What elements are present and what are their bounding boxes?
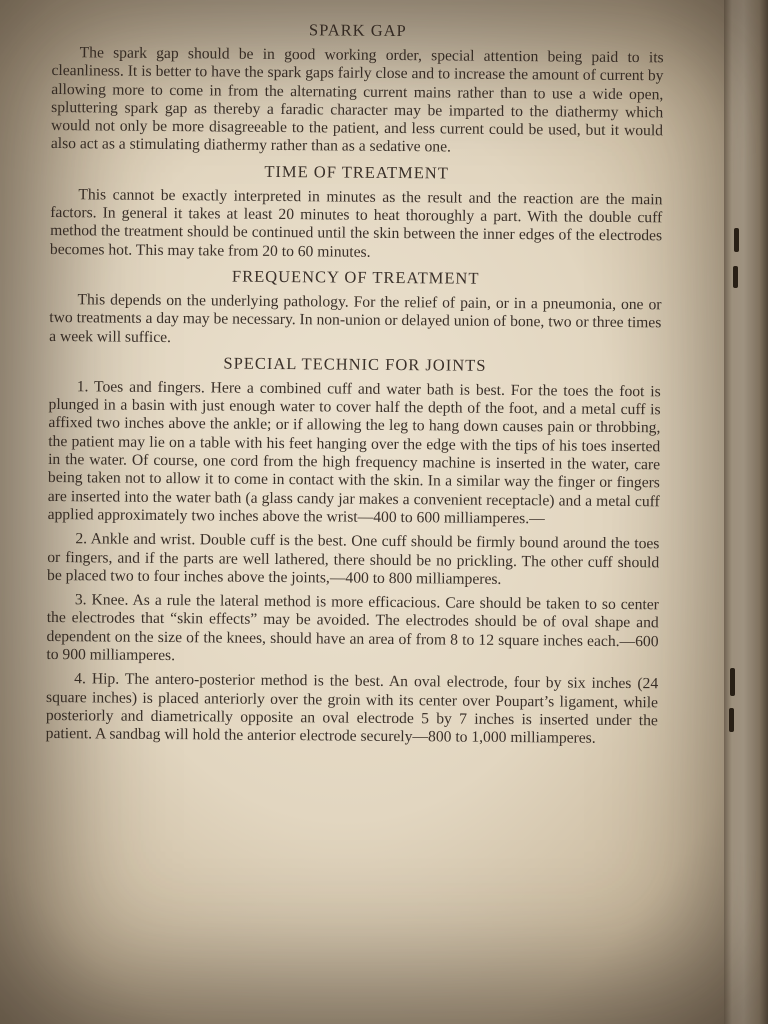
paragraph-hip: 4. Hip. The antero-posterior method is the best. An oval electrode, four by six inches (24 square inches) is placed anteriorly over the groin with its center over Poupart’s ligament, while posteriorly and diametrically opposite an oval electrode 5 by 7 inches is inserted under the patient. A sandbag will hold the anterior electrode securely—800 to 1,000 milliamperes. — [45, 670, 659, 747]
paragraph-toes-and-fingers: 1. Toes and fingers. Here a combined cuff and water bath is best. For the toes the foot is plunged in a basin with just enough water to cover half the depth of the foot, and a metal cuff is affixed two inches above the ankle; or if allowing the leg to hang down causes pain or throbbing, the patient may lie on a table with his feet hanging over the edge with the tips of his toes inserted in the water. Of course, one cord from the high frequency machine is inserted in the water, care being taken not to allow it to come in contact with the skin. In a similar way the finger or fingers are inserted into the water bath (a glass candy jar makes a convenient receptacle) and a metal cuff applied approximately two inches above the wrist—400 to 600 milliamperes.— — [47, 378, 661, 528]
page-stack-edge — [724, 0, 768, 1024]
binding-hole-mark — [729, 708, 734, 732]
paragraph-spark-gap: The spark gap should be in good working order, special attention being paid to its cleanliness. It is better to have the spark gaps fairly close and to increase the amount of current by allowing more to come in from the alternating current mains rather than to use a wide open, spluttering spark gap as thereby a faradic character may be imparted to the diathermy which would not only be more disagreeable to the patient, and less current could be used, but it would also act as a stimulating diathermy rather than as a sedative one. — [50, 44, 664, 156]
paragraph-ankle-and-wrist: 2. Ankle and wrist. Double cuff is the best. One cuff should be firmly bound around the toes or fingers, and if the parts are well lathered, there should be no prickling. The other cuff should be placed two to four inches above the joints,—400 to 800 milliamperes. — [47, 530, 660, 588]
page-text — [46, 14, 664, 755]
binding-hole-mark — [734, 228, 739, 252]
heading-time-of-treatment: TIME OF TREATMENT — [264, 161, 449, 183]
heading-frequency-of-treatment: FREQUENCY OF TREATMENT — [231, 266, 480, 288]
heading-spark-gap: SPARK GAP — [308, 20, 407, 41]
paragraph-time-of-treatment: This cannot be exactly interpreted in minutes as the result and the reaction are the main factors. In general it takes at least 20 minutes to heat thoroughly a part. With the double cuff method the treatment should be continued until the skin between the inner edges of the electrodes becomes hot. This may take from 20 to 60 minutes. — [49, 186, 663, 261]
paragraph-knee: 3. Knee. As a rule the lateral method is more efficacious. Care should be taken to so center the electrodes that “skin effects” may be avoided. The electrodes should be of oval shape and dependent on the size of the knees, should have an area of from 8 to 12 square inches each.—600 to 900 milliamperes. — [46, 591, 659, 665]
binding-hole-mark — [733, 266, 738, 288]
paragraph-frequency-of-treatment: This depends on the underlying pathology. For the relief of pain, or in a pneumonia, one or two treatments a day may be necessary. In non-union or delayed union of bone, two or three times a week will suffice. — [49, 291, 662, 346]
heading-special-technic-for-joints: SPECIAL TECHNIC FOR JOINTS — [223, 353, 487, 375]
binding-hole-mark — [730, 668, 735, 696]
